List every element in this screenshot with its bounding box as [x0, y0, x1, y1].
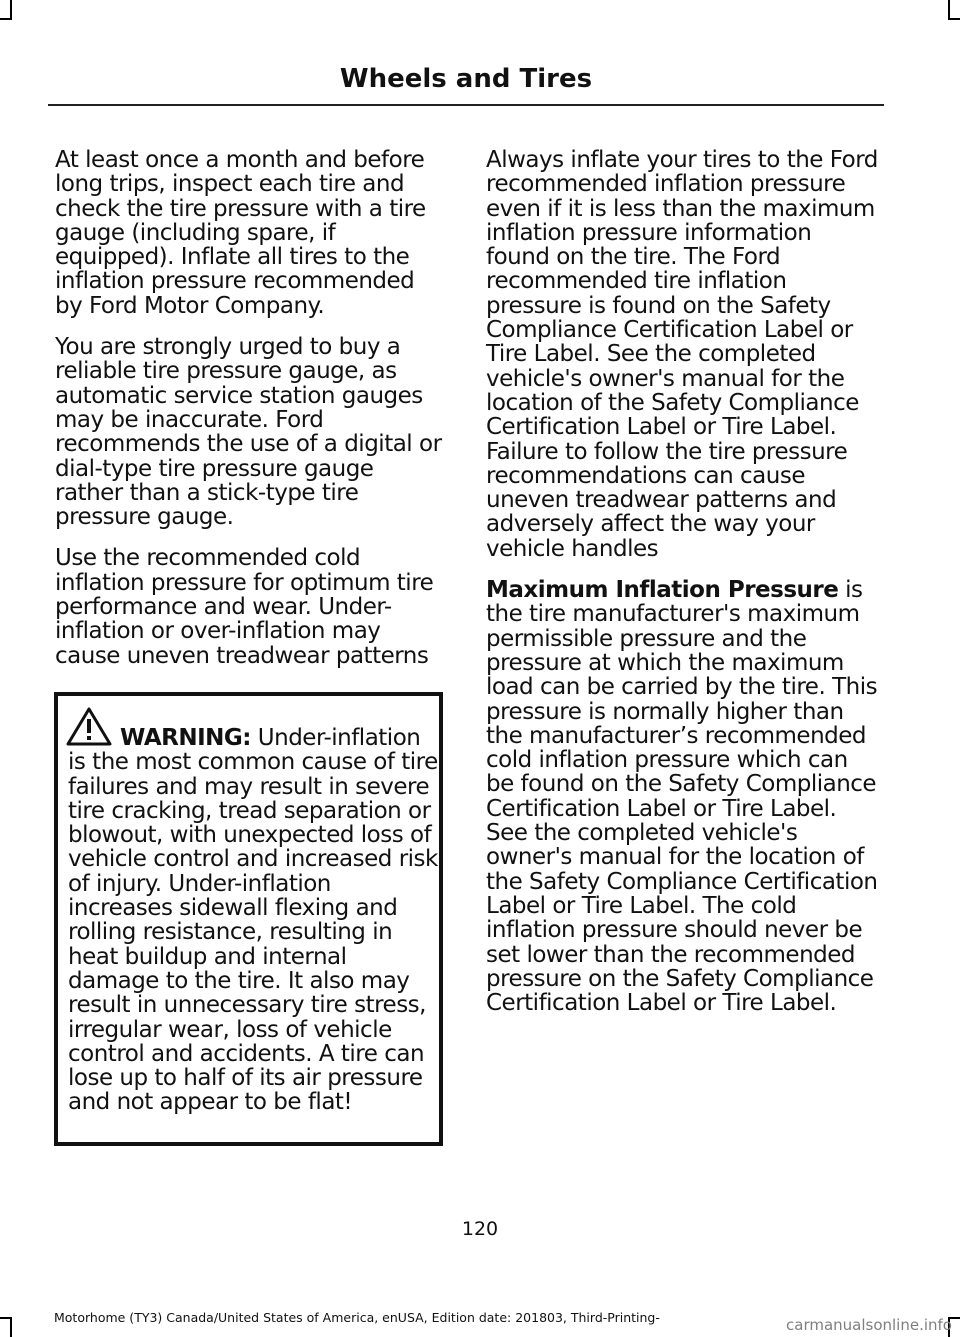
- left-paragraph-2: You are strongly urged to buy a reliable tire pressure gauge, as automatic service station gauges may be inaccurate. Ford recommends the use of a digital or dial-type tire pressure gauge rather than a stick-type tire pressure gauge.: [55, 334, 442, 531]
- page-number: 120: [461, 1218, 499, 1240]
- crop-mark-bottom-left-vertical: [10, 1319, 12, 1337]
- left-paragraph-1: At least once a month and before long trips, inspect each tire and check the tire pressure with a tire gauge (including spare, if equipped). Inflate all tires to the inflation pressure recommended by Ford Motor Company.: [55, 147, 426, 319]
- crop-mark-top-right-vertical: [948, 0, 950, 18]
- crop-mark-top-right-horizontal: [948, 18, 960, 20]
- crop-mark-top-left-horizontal: [0, 18, 12, 20]
- right-column: [486, 148, 880, 1032]
- maximum-inflation-pressure-term: Maximum Inflation Pressure: [486, 577, 839, 604]
- watermark: carmanualsonline.info: [786, 1316, 952, 1334]
- right-paragraph-2: [486, 578, 880, 1015]
- right-paragraph-2-text: is the tire manufacturer's maximum permissible pressure and the pressure at which the maximum load can be carried by the tire. This pressure is normally higher than the manufacturer’s recommended cold inflation pressure which can be found on the Safety Compliance Certification Label or Tire Label. See the completed vehicle's owner's manual for the location of the Safety Compliance Certification Label or Tire Label. The cold inflation pressure should never be set lower than the recommended pressure on the Safety Compliance Certification Label or Tire Label.: [486, 577, 878, 1017]
- warning-body: Under-inflation is the most common cause of tire failures and may result in severe tire cracking, tread separation or blowout, with unexpected loss of vehicle control and increased risk of injury. Under-inflation increases sidewall flexing and rolling resistance, resulting in heat buildup and internal damage to the tire. It also may result in unnecessary tire stress, irregular wear, loss of vehicle control and accidents. A tire can lose up to half of its air pressure and not appear to be flat!: [68, 725, 438, 1116]
- warning-box: [54, 692, 443, 1146]
- crop-mark-bottom-left-horizontal: [0, 1317, 12, 1319]
- warning-text: [68, 726, 440, 1115]
- crop-mark-top-left-vertical: [10, 0, 12, 18]
- left-paragraph-3: Use the recommended cold inflation pressure for optimum tire performance and wear. Under-inflation or over-inflation may cause uneven treadwear patterns: [55, 545, 434, 669]
- right-paragraph-1: Always inflate your tires to the Ford recommended inflation pressure even if it is less than the maximum inflation pressure information found on the tire. The Ford recommended tire inflation pressure is found on the Safety Compliance Certification Label or Tire Label. See the completed vehicle's owner's manual for the location of the Safety Compliance Certification Label or Tire Label. Failure to follow the tire pressure recommendations can cause uneven treadwear patterns and adversely affect the way your vehicle handles: [486, 147, 878, 562]
- footer-edition-info: Motorhome (TY3) Canada/United States of America, enUSA, Edition date: 201803, Third-Printing-: [54, 1310, 660, 1325]
- left-column: [55, 148, 447, 685]
- page-title: Wheels and Tires: [339, 64, 593, 94]
- header-divider: [48, 104, 884, 106]
- warning-label: WARNING:: [120, 725, 251, 751]
